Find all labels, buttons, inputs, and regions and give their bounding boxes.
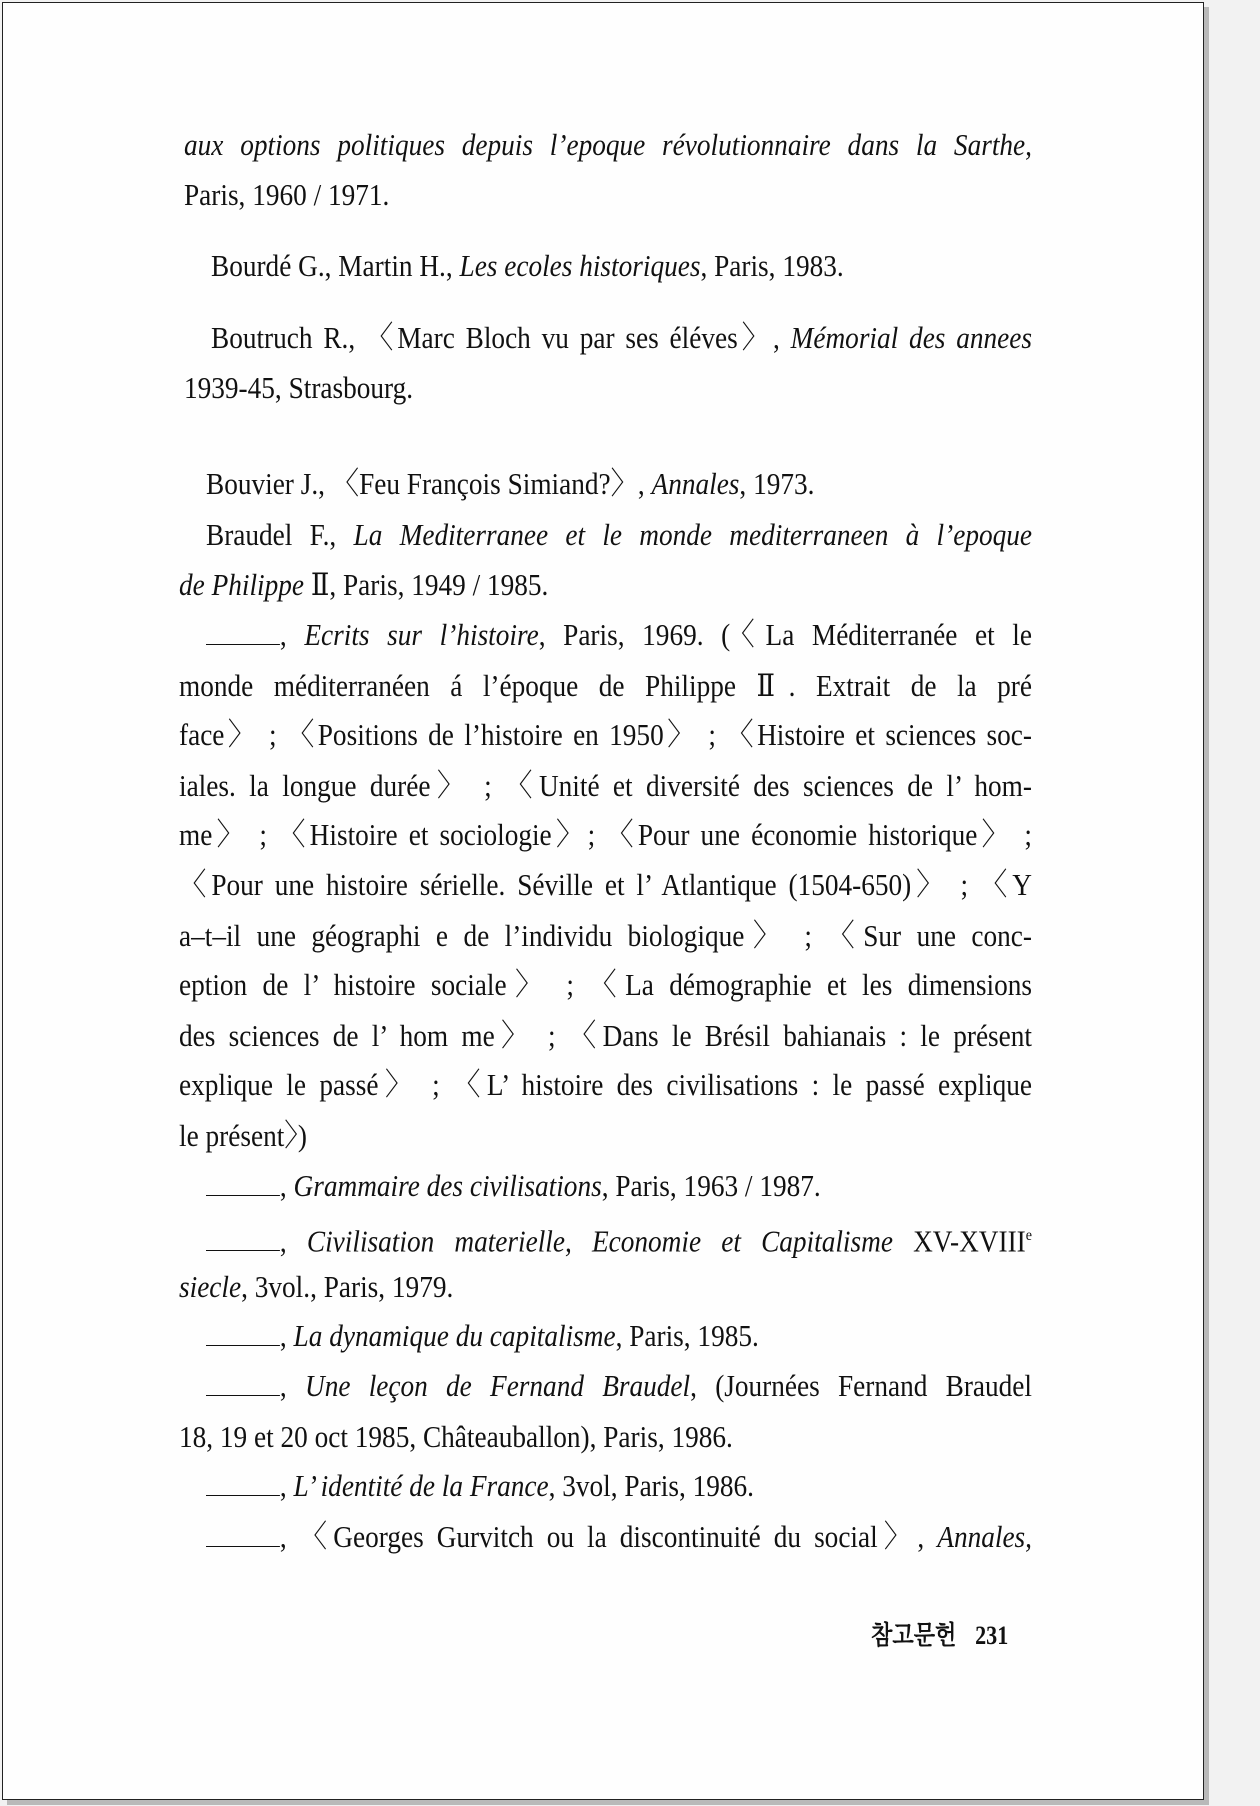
bibliography-line [179, 565, 1032, 605]
ditto-blank-rule [206, 1520, 280, 1547]
footer-section-title: 참고문헌 [871, 1621, 957, 1651]
italic-title-text: L’ identité de la France [293, 1468, 549, 1503]
citation-text: XV-XVIII [892, 1223, 1026, 1259]
citation-text: monde méditerranéen á l’époque de Philippe Ⅱ. Extrait de la pré [179, 668, 1032, 703]
bibliography-line [206, 1166, 1032, 1206]
ditto-blank-rule [206, 1469, 280, 1496]
citation-text: , 3vol, Paris, 1986. [548, 1468, 754, 1503]
citation-text: , Paris, 1985. [615, 1318, 759, 1353]
bibliography-line [211, 318, 1032, 358]
bibliography-line [206, 1466, 1032, 1506]
bibliography-line [179, 865, 1032, 905]
ditto-blank-rule [206, 1224, 280, 1251]
citation-text: , [279, 1318, 294, 1353]
bibliography-line [179, 1065, 1032, 1105]
citation-text: Ⅱ, Paris, 1949 / 1985. [304, 567, 549, 602]
citation-text: , [279, 617, 305, 652]
citation-text: , [279, 1368, 305, 1403]
italic-title-text: Annales [651, 466, 740, 501]
italic-title-text: Mémorial des annees [790, 320, 1032, 355]
citation-text: eption de l’ histoire sociale〉 ; 〈La démographie et les dimensions [179, 967, 1032, 1002]
italic-title-text: Une leçon de Fernand Braudel [305, 1368, 691, 1403]
bibliography-line [179, 715, 1032, 755]
citation-text: , 1973. [739, 466, 815, 501]
italic-title-text: Annales, [937, 1519, 1032, 1554]
citation-text: Braudel F., [206, 517, 354, 552]
citation-text: , Paris, 1983. [700, 248, 844, 283]
page-footer [871, 1615, 1008, 1652]
italic-title-text: Civilisation materielle, Economie et Capitalisme [306, 1223, 893, 1259]
italic-title-text: Ecrits sur l’histoire [304, 617, 539, 652]
citation-text: le présent〉) [179, 1118, 308, 1153]
italic-title-text: La dynamique du capitalisme [293, 1318, 616, 1353]
bibliography-line [179, 916, 1032, 956]
citation-text: 18, 19 et 20 oct 1985, Châteauballon), Paris, 1986. [179, 1419, 733, 1454]
bibliography-line [206, 615, 1032, 655]
citation-text: a–t–il une géographi e de l’individu biologique〉 ; 〈Sur une conc- [179, 918, 1032, 953]
citation-text: , 3vol., Paris, 1979. [241, 1269, 454, 1304]
citation-text: 1939-45, Strasbourg. [184, 370, 414, 405]
citation-text: , Paris, 1969. (〈La Méditerranée et le [538, 617, 1032, 652]
bibliography-line [184, 175, 1032, 215]
italic-title-text: de Philippe [179, 567, 305, 602]
italic-title-text: La Mediterranee et le monde mediterraneen à l’epoque [353, 517, 1033, 552]
citation-text: , (Journées Fernand Braudel [690, 1368, 1032, 1403]
italic-title-text: Les ecoles historiques [459, 248, 701, 283]
citation-text: , [279, 1223, 307, 1259]
citation-text: Paris, 1960 / 1971. [184, 177, 390, 212]
bibliography-line [206, 1366, 1032, 1406]
bibliography-line [211, 246, 1032, 286]
citation-text: Bourdé G., Martin H., [211, 248, 460, 283]
italic-title-text: aux options politiques depuis l’epoque révolutionnaire dans la Sarthe, [184, 127, 1032, 162]
italic-title-text: Grammaire des civilisations [293, 1168, 602, 1203]
bibliography-line [184, 368, 1032, 408]
citation-text: , [279, 1468, 294, 1503]
citation-text: , [279, 1168, 294, 1203]
page-number: 231 [975, 1621, 1009, 1650]
bibliography-line [206, 515, 1032, 555]
citation-text: explique le passé〉 ; 〈L’ histoire des civilisations : le passé explique [179, 1067, 1032, 1102]
bibliography-line [206, 1517, 1032, 1557]
citation-text: iales. la longue durée〉 ; 〈Unité et diversité des sciences de l’ hom- [179, 768, 1032, 803]
bibliography-line [179, 965, 1032, 1005]
superscript-text: e [1025, 1227, 1033, 1244]
bibliography-line [206, 1316, 1032, 1356]
bibliography-line [179, 1016, 1032, 1056]
citation-text: des sciences de l’ hom me〉 ; 〈Dans le Brésil bahianais : le présent [179, 1018, 1032, 1053]
citation-text: Boutruch R., 〈Marc Bloch vu par ses éléves〉, [211, 320, 791, 355]
document-page [2, 2, 1204, 1800]
citation-text: Bouvier J., 〈Feu François Simiand?〉, [206, 466, 652, 501]
ditto-blank-rule [206, 1369, 280, 1396]
ditto-blank-rule [206, 1169, 280, 1196]
bibliography-line [179, 666, 1032, 706]
bibliography-line [179, 815, 1032, 855]
italic-title-text: siecle [179, 1269, 242, 1304]
bibliography-line [206, 1216, 1033, 1259]
bibliography-line [206, 464, 1032, 504]
ditto-blank-rule [206, 1319, 280, 1346]
bibliography-line [184, 125, 1032, 165]
citation-text: 〈Pour une histoire sérielle. Séville et l’ Atlantique (1504-650)〉 ; 〈Y [179, 867, 1032, 902]
citation-text: , 〈Georges Gurvitch ou la discontinuité du social〉, [279, 1519, 938, 1554]
citation-text: face〉 ; 〈Positions de l’histoire en 1950〉 ; 〈Histoire et sciences soc- [179, 717, 1032, 752]
bibliography-line [179, 1417, 1032, 1457]
bibliography-line [179, 1267, 1032, 1307]
ditto-blank-rule [206, 618, 280, 645]
citation-text: me〉 ; 〈Histoire et sociologie〉; 〈Pour une économie historique〉 ; [179, 817, 1032, 852]
bibliography-line [179, 766, 1032, 806]
bibliography-line [179, 1116, 1032, 1156]
citation-text: , Paris, 1963 / 1987. [601, 1168, 821, 1203]
